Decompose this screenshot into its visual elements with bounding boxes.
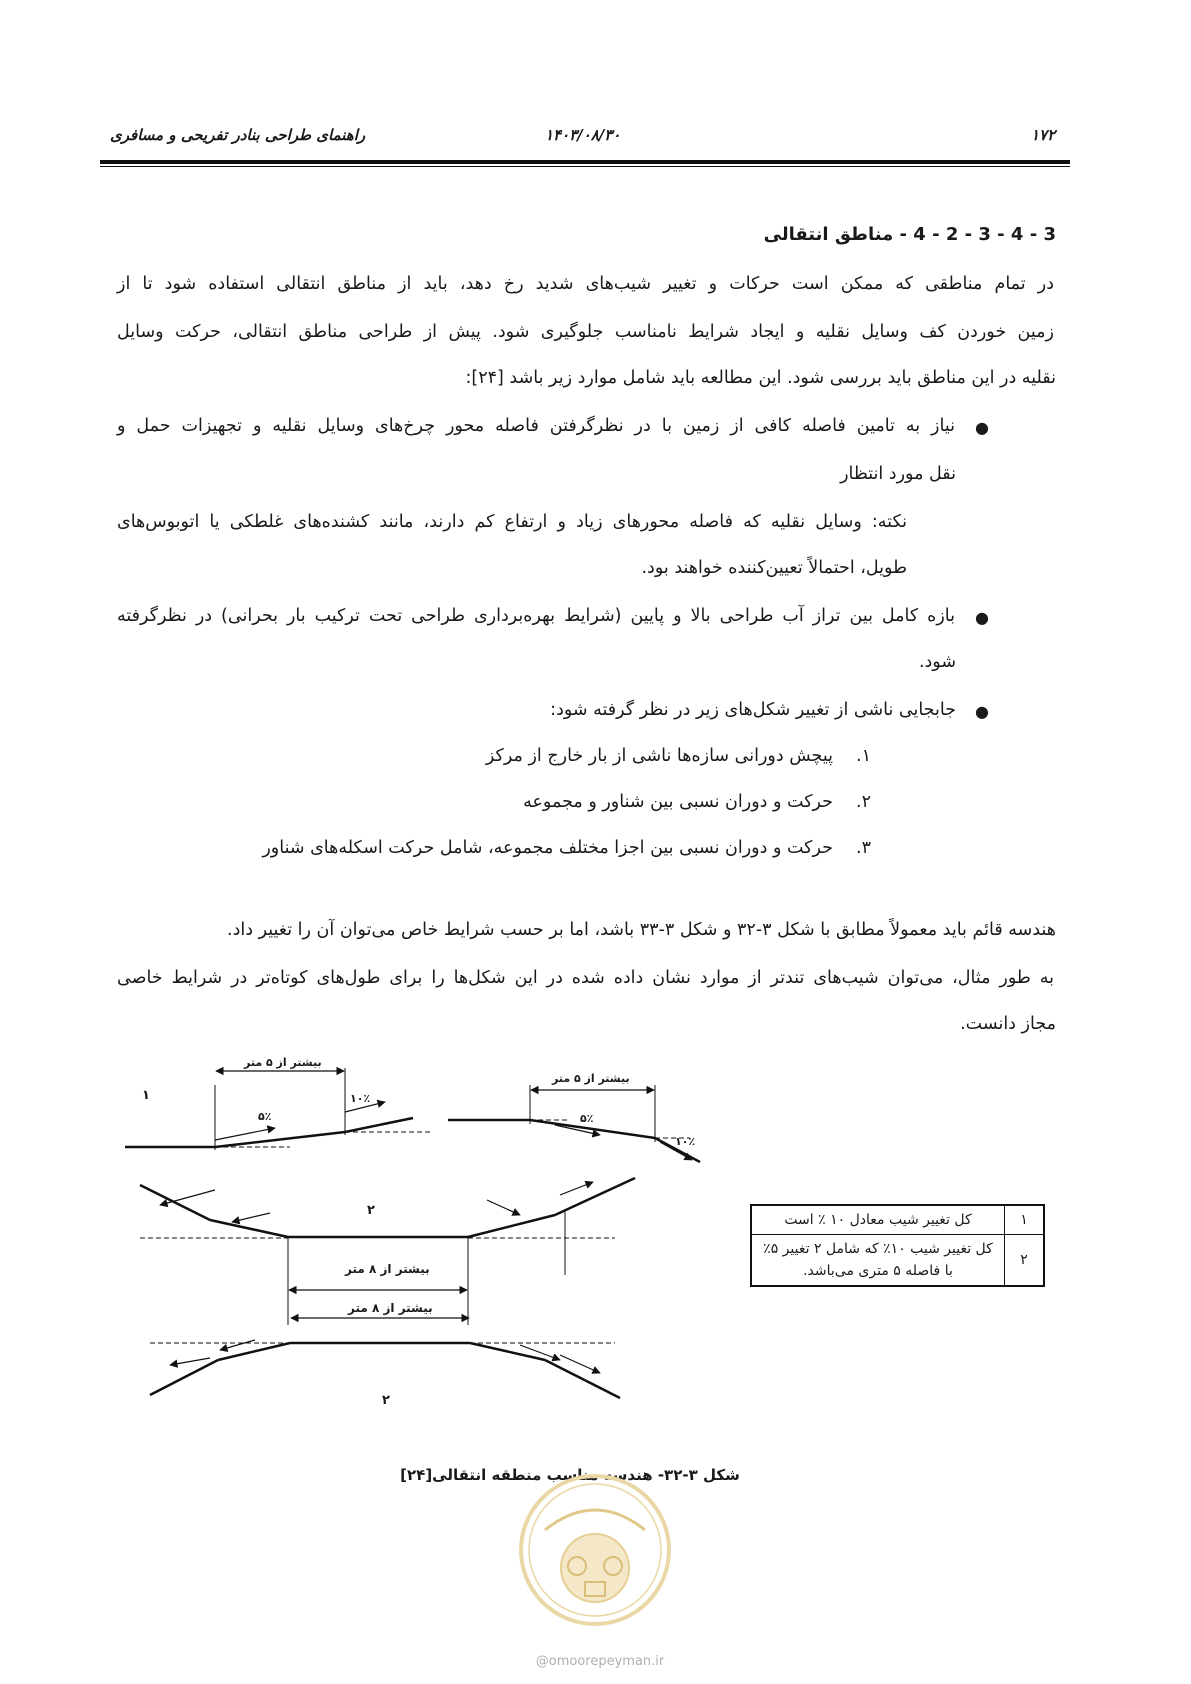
bullet-1-line-1: نیاز به تامین فاصله کافی از زمین با در نظرگرفتن فاصله محور چرخ‌های وسایل نقلیه و تجهیزات حمل و	[117, 416, 955, 436]
bullet-2-line-1: بازه کامل بین تراز آب طراحی بالا و پایین (شرایط بهره‌برداری طراحی تحت ترکیب بار بحرانی) در نظرگرفته	[117, 606, 955, 626]
legend-text: کل تغییر شیب معادل ۱۰ ٪ است	[751, 1205, 1005, 1235]
slope-label-10: ۱۰٪	[350, 1092, 371, 1105]
bullet-dot: ●	[975, 702, 989, 721]
figure-legend-table	[750, 1204, 1045, 1287]
sub-item-text: حرکت و دوران نسبی بین اجزا مختلف مجموعه، شامل حرکت اسکله‌های شناور	[262, 838, 833, 858]
dim-label-5m: بیشتر از ۵ متر	[244, 1056, 322, 1069]
legend-num: ۲	[1005, 1235, 1045, 1287]
section-heading: 3 - 4 - 3 - 2 - 4 - مناطق انتقالی	[763, 224, 1056, 245]
table-row	[751, 1235, 1044, 1287]
legend-text: کل تغییر شیب ۱۰٪ که شامل ۲ تغییر ۵٪ با فاصله ۵ متری می‌باشد.	[751, 1235, 1005, 1287]
table-row	[751, 1205, 1044, 1235]
figure-label-1: ۱	[142, 1088, 150, 1103]
dim-label-5m: بیشتر از ۵ متر	[552, 1072, 630, 1085]
header-rule-thin	[100, 166, 1070, 167]
figure-label-2: ۲	[367, 1203, 375, 1218]
bullet-dot: ●	[975, 418, 989, 437]
watermark-seal-logo	[515, 1470, 675, 1630]
diagram-2-sag	[150, 1318, 620, 1398]
legend-num: ۱	[1005, 1205, 1045, 1235]
slope-label-10: ۱۰٪	[675, 1135, 696, 1148]
dim-label-8m: بیشتر از ۸ متر	[345, 1262, 430, 1276]
dim-label-8m: بیشتر از ۸ متر	[348, 1301, 433, 1315]
header-title: راهنمای طراحی بنادر تفریحی و مسافری	[110, 126, 366, 144]
sub-item-num: ۳.	[856, 838, 871, 858]
page-number: ۱۷۲	[1031, 126, 1056, 144]
intro-line-2: زمین خوردن کف وسایل نقلیه و ایجاد شرایط نامناسب جلوگیری شود. پیش از طراحی مناطق انتقالی، حرکت وسایل	[117, 322, 1054, 342]
sub-item-text: پیچش دورانی سازه‌ها ناشی از بار خارج از مرکز	[485, 746, 833, 766]
figure-caption: شکل ۳-۳۲- هندسه مناسب منطقه انتقالی[۲۴]	[400, 1466, 740, 1484]
slope-label-5: ۵٪	[580, 1112, 594, 1125]
slope-label-5: ۵٪	[258, 1110, 272, 1123]
bullet-1-line-2: نقل مورد انتظار	[840, 464, 956, 484]
para2-line-2: به طور مثال، می‌توان شیب‌های تندتر از موارد نشان داده شده در این شکل‌ها را برای طول‌های کوتاه‌تر در شرایط خاصی	[117, 968, 1054, 988]
note-line-2: طویل، احتمالاً تعیین‌کننده خواهند بود.	[641, 558, 907, 578]
header-rule-thick	[100, 160, 1070, 164]
para2-line-3: مجاز دانست.	[960, 1014, 1056, 1034]
note-line-1: نکته: وسایل نقلیه که فاصله محورهای زیاد و ارتفاع کم دارند، مانند کشنده‌های غلطکی یا اتوبوس‌های	[117, 512, 907, 532]
figure-label-2: ۲	[382, 1393, 390, 1408]
sub-item-num: ۲.	[856, 792, 871, 812]
intro-line-3: نقلیه در این مناطق باید بررسی شود. این مطالعه باید شامل موارد زیر باشد [۲۴]:	[465, 368, 1056, 388]
sub-item-text: حرکت و دوران نسبی بین شناور و مجموعه	[523, 792, 833, 812]
diagram-1-upward	[125, 1068, 430, 1150]
intro-line-1: در تمام مناطقی که ممکن است حرکات و تغییر شیب‌های شدید رخ دهد، باید از مناطق انتقالی استفاده شود تا از	[117, 274, 1054, 294]
header-date: ۱۴۰۳/۰۸/۳۰	[545, 126, 621, 144]
sub-item-num: ۱.	[856, 746, 871, 766]
watermark-url: @omoorepeyman.ir	[535, 1654, 665, 1669]
bullet-dot: ●	[975, 608, 989, 627]
bullet-2-line-2: شود.	[918, 652, 956, 672]
bullet-3-line: جابجایی ناشی از تغییر شکل‌های زیر در نظر گرفته شود:	[550, 700, 956, 720]
diagram-1-downward	[448, 1085, 700, 1162]
para2-line-1: هندسه قائم باید معمولاً مطابق با شکل ۳-۳۲ و شکل ۳-۳۳ باشد، اما بر حسب شرایط خاص می‌توان آن را تغییر داد.	[227, 920, 1056, 940]
